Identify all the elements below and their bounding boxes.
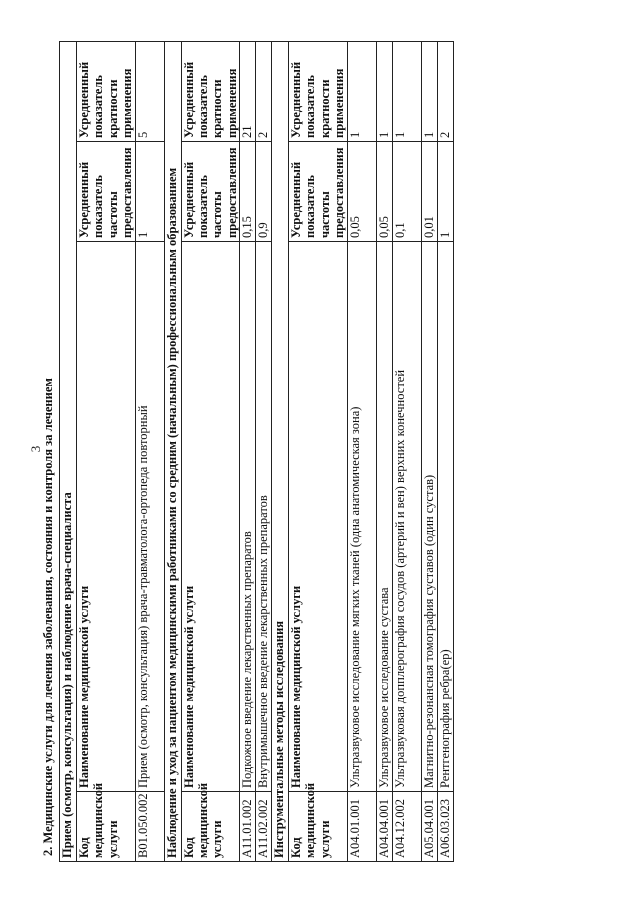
header-row <box>289 41 348 861</box>
table-row <box>347 41 376 861</box>
table-row <box>135 41 164 861</box>
header-code: Код медицинской услуги <box>77 792 136 862</box>
service-multiplicity: 1 <box>347 41 376 141</box>
header-row <box>181 41 240 861</box>
service-frequency: 0,05 <box>347 142 376 242</box>
header-name: Наименование медицинской услуги <box>77 242 136 792</box>
service-frequency: 0,1 <box>392 142 421 242</box>
service-name: Рентгенография ребра(ер) <box>437 242 453 792</box>
service-frequency: 0,01 <box>421 142 437 242</box>
header-name: Наименование медицинской услуги <box>289 242 348 792</box>
service-multiplicity: 21 <box>240 41 256 141</box>
service-name: Магнитно-резонансная томография суставов (один сустав) <box>421 242 437 792</box>
section-title: Наблюдение и уход за пациентом медицинскими работниками со средним (начальным) профессиональным образованием <box>164 41 181 861</box>
service-code: A06.03.023 <box>437 792 453 862</box>
service-frequency: 0,05 <box>376 142 392 242</box>
service-code: A04.12.002 <box>392 792 421 862</box>
service-name: Ультразвуковое исследование мягких тканей (одна анатомическая зона) <box>347 242 376 792</box>
service-name: Прием (осмотр, консультация) врача-травматолога-ортопеда повторный <box>135 242 164 792</box>
service-multiplicity: 2 <box>437 41 453 141</box>
header-name: Наименование медицинской услуги <box>181 242 240 792</box>
header-multiplicity: Усредненный показатель кратности применения <box>77 41 136 141</box>
header-multiplicity: Усредненный показатель кратности применения <box>289 41 348 141</box>
section-row <box>164 41 181 861</box>
services-table <box>59 41 454 862</box>
section-row <box>272 41 289 861</box>
header-multiplicity: Усредненный показатель кратности применения <box>181 41 240 141</box>
section-title: Инструментальные методы исследования <box>272 41 289 861</box>
service-code: A05.04.001 <box>421 792 437 862</box>
service-name: Внутримышечное введение лекарственных препаратов <box>256 242 272 792</box>
section-title: Прием (осмотр, консультация) и наблюдение врача-специалиста <box>60 41 77 861</box>
service-frequency: 0,15 <box>240 142 256 242</box>
service-code: A11.01.002 <box>240 792 256 862</box>
table-row <box>392 41 421 861</box>
header-frequency: Усредненный показатель частоты предоставления <box>77 142 136 242</box>
header-code: Код медицинской услуги <box>289 792 348 862</box>
header-frequency: Усредненный показатель частоты предоставления <box>181 142 240 242</box>
service-name: Подкожное введение лекарственных препаратов <box>240 242 256 792</box>
section-row <box>60 41 77 861</box>
service-frequency: 0,9 <box>256 142 272 242</box>
table-row <box>240 41 256 861</box>
rotated-page-content <box>40 42 600 862</box>
table-row <box>437 41 453 861</box>
header-row <box>77 41 136 861</box>
section-heading: 2. Медицинские услуги для лечения заболевания, состояния и контроля за лечением <box>41 378 55 856</box>
page-number: 3 <box>28 445 43 453</box>
table-row <box>421 41 437 861</box>
service-code: A04.04.001 <box>376 792 392 862</box>
service-multiplicity: 1 <box>392 41 421 141</box>
service-multiplicity: 2 <box>256 41 272 141</box>
header-frequency: Усредненный показатель частоты предоставления <box>289 142 348 242</box>
service-frequency: 1 <box>437 142 453 242</box>
service-frequency: 1 <box>135 142 164 242</box>
service-multiplicity: 1 <box>421 41 437 141</box>
header-code: Код медицинской услуги <box>181 792 240 862</box>
service-code: A11.02.002 <box>256 792 272 862</box>
service-code: B01.050.002 <box>135 792 164 862</box>
table-row <box>376 41 392 861</box>
service-multiplicity: 1 <box>376 41 392 141</box>
service-code: A04.01.001 <box>347 792 376 862</box>
service-name: Ультразвуковое исследование сустава <box>376 242 392 792</box>
service-name: Ультразвуковая допплерография сосудов (артерий и вен) верхних конечностей <box>392 242 421 792</box>
table-row <box>256 41 272 861</box>
service-multiplicity: 5 <box>135 41 164 141</box>
